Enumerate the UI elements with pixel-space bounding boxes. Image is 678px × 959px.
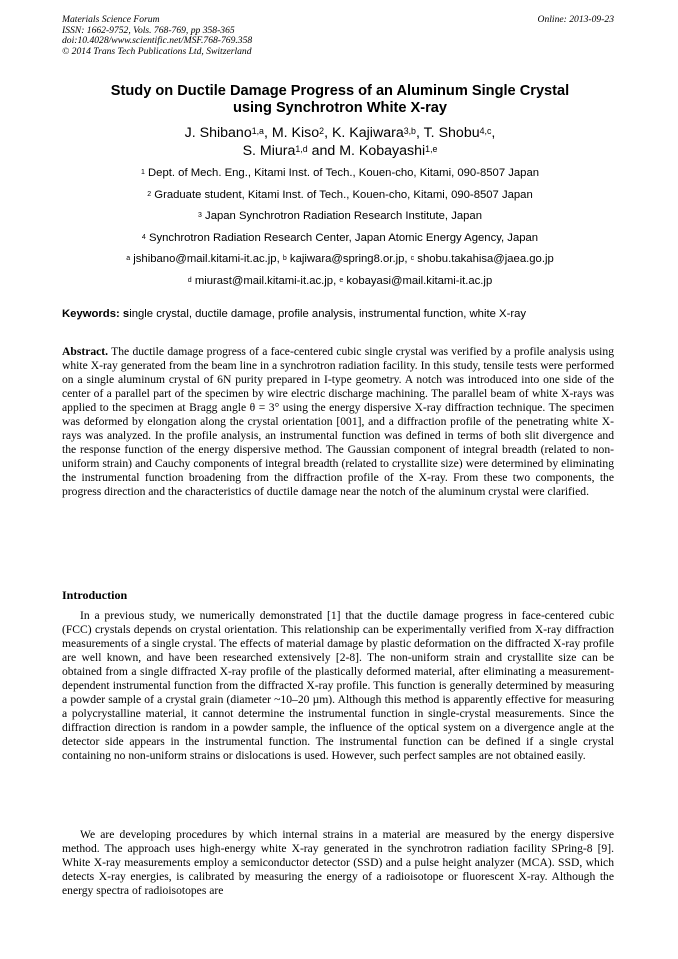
affiliation-4 xyxy=(62,232,618,245)
email-line-1: $^a$ jshibano@mail.kitami-it.ac.jp, $^b$ kajiwara@spring8.or.jp, $^c$ shobu.takahisa@jaea.go.jp xyxy=(126,253,554,265)
author-line-2 xyxy=(62,142,618,160)
email-line-2: $^d$ miurast@mail.kitami-it.ac.jp, $^e$ kobayasi@mail.kitami-it.ac.jp xyxy=(187,275,493,287)
doi-line: doi:10.4028/www.scientific.net/MSF.768-769.358 xyxy=(62,35,253,47)
author-sup: 4,c xyxy=(479,126,492,137)
author-sep: , xyxy=(263,125,272,141)
copyright-line: © 2014 Trans Tech Publications Ltd, Switzerland xyxy=(62,45,252,57)
affiliation-3 xyxy=(62,210,618,223)
author-list xyxy=(62,124,618,160)
author-sep: , xyxy=(491,125,496,141)
affiliation-sup: 4 xyxy=(141,233,146,241)
author-name: K. Kajiwara xyxy=(331,125,404,141)
email-c[interactable]: shobu.takahisa@jaea.go.jp xyxy=(417,253,554,265)
author-line-1 xyxy=(62,124,618,142)
keywords-label: Keywords: s xyxy=(62,308,130,320)
email-a[interactable]: jshibano@mail.kitami-it.ac.jp xyxy=(133,253,277,265)
email-b[interactable]: kajiwara@spring8.or.jp xyxy=(289,253,405,265)
author-name: M. Kiso xyxy=(271,125,320,141)
title-line-2: using Synchrotron White X-ray xyxy=(232,100,448,116)
journal-name: Materials Science Forum xyxy=(62,14,160,25)
author-sep: , xyxy=(415,125,424,141)
author-sup: 1,a xyxy=(251,126,264,137)
author-sup: 2 xyxy=(319,126,325,137)
journal-header xyxy=(62,15,618,57)
affiliation-sup: 3 xyxy=(198,211,202,219)
abstract-label: Abstract. xyxy=(62,345,109,358)
intro-paragraph-1: In a previous study, we numerically demonstrated [1] that the ductile damage progress in face-centered cubic (FCC) crystals depends on crystal orientation. This relationship can be experimentally verified from X-ray diffraction measurements of a single crystal. The effects of material damage by plastic deformation on the diffracted X-ray profile are well known, and have been researched extensively [2-8]. The non-uniform strain and crystallite size can be obtained from a single diffracted X-ray profile of the plastically deformed material, after eliminating a measurement-dependent instrumental function from the diffracted X-ray profile. This function is generally determined by measuring a powder sample of a crystal grain (diameter ~10–20 µm). Although this method is apparently effective for measuring a polycrystalline material, it cannot determine the instrumental function in single-crystal measurements. Since the diffraction direction is random in a powder sample, the influence of the optical system on a divergence angle at the detector side appears in the instrumental function. The instrumental function can be defined if a single crystal containing no non-uniform strains or dislocations is used. However, such perfect samples are not obtained easily. xyxy=(62,609,614,763)
keywords-text: ingle crystal, ductile damage, profile analysis, instrumental function, white X-ray xyxy=(129,308,527,320)
paper-title xyxy=(62,83,618,117)
issn-line: ISSN: 1662-9752, Vols. 768-769, pp 358-365 xyxy=(62,24,235,36)
affiliation-text: Japan Synchrotron Radiation Research Institute, Japan xyxy=(205,210,482,222)
author-name: S. Miura xyxy=(242,143,296,159)
affiliation-1 xyxy=(62,167,618,180)
intro-paragraph-2: We are developing procedures by which internal strains in a material are measured by the energy dispersive method. The approach uses high-energy white X-ray generated in the synchrotron radiation facility SPring-8 [9]. White X-ray measurements employ a semiconductor detector (SSD) and a pulse height analyzer (MCA). SSD, which detects X-ray energies, is calibrated by measuring the energy of a radioisotope or fluorescent X-ray. Although the energy spectra of radioisotopes are xyxy=(62,828,614,898)
affiliation-text: Graduate student, Kitami Inst. of Tech., Kouen-cho, Kitami, 090-8507 Japan xyxy=(154,189,533,201)
abstract xyxy=(62,345,614,500)
author-sup: 1,d xyxy=(295,144,308,155)
author-sep: , xyxy=(324,125,332,141)
affiliation-2 xyxy=(62,189,618,202)
abstract-text: The ductile damage progress of a face-centered cubic single crystal was verified by a profile analysis using white X-ray generated from the beam line in a synchrotron radiation facility. In this study, tensile tests were performed on a single aluminum crystal of 6N purity prepared in I-type geometry. A notch was introduced into one side of the center of a parallel part of the specimen by wire electric discharge machining. The parallel beam of white X-rays was applied to the specimen at Bragg angle θ = 3° using the energy dispersive X-ray diffraction technique. The specimen was deformed by elongation along the crystal orientation [001], and a diffraction profile of the penetrating white X-rays was analyzed. In the profile analysis, an instrumental function was defined in terms of both slit divergence and the response function of the energy dispersive method. The Gaussian component of integral breadth (related to non-uniform strain) and Cauchy components of integral breadth (related to crystallite size) were determined by eliminating the instrumental function broadening from the diffraction profile of the X-ray. From these two components, the progress direction and the characteristics of ductile damage near the notch of the aluminum crystal were clarified. xyxy=(62,345,614,499)
online-date: Online: 2013-09-23 xyxy=(537,14,614,25)
affiliation-sup: 1 xyxy=(140,168,145,176)
affiliation-text: Dept. of Mech. Eng., Kitami Inst. of Tech., Kouen-cho, Kitami, 090-8507 Japan xyxy=(148,167,540,179)
author-sup: 1,e xyxy=(425,144,438,155)
author-name: M. Kobayashi xyxy=(339,143,426,159)
section-heading-introduction: Introduction xyxy=(62,588,128,602)
affiliation-sup: 2 xyxy=(147,190,152,198)
title-line-1: Study on Ductile Damage Progress of an Aluminum Single Crystal xyxy=(110,83,570,99)
author-sup: 3,b xyxy=(403,126,416,137)
author-sep: and xyxy=(307,143,340,159)
author-name: T. Shobu xyxy=(423,125,480,141)
email-d[interactable]: miurast@mail.kitami-it.ac.jp xyxy=(194,275,334,287)
email-e[interactable]: kobayasi@mail.kitami-it.ac.jp xyxy=(346,275,493,287)
keywords xyxy=(62,307,618,321)
affiliation-text: Synchrotron Radiation Research Center, Japan Atomic Energy Agency, Japan xyxy=(148,232,539,244)
author-name: J. Shibano xyxy=(184,125,252,141)
